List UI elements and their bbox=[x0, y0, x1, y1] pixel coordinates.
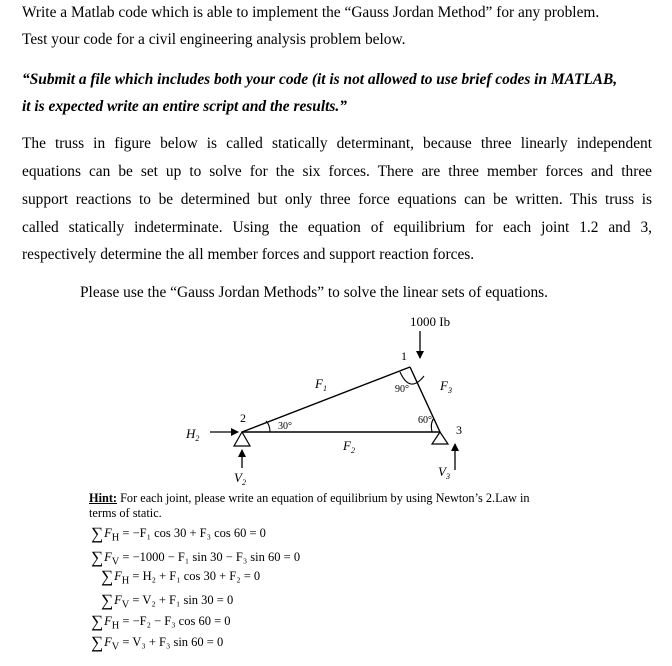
node-1-label: 1 bbox=[401, 349, 407, 363]
hint-line-2: terms of static. bbox=[89, 506, 162, 520]
f2-label: $F_2$ bbox=[343, 438, 355, 455]
v3-label: $V_3$ bbox=[438, 464, 450, 481]
node-3-label: 3 bbox=[456, 423, 462, 437]
problem-line-2: equations can be set up to solve for the six forces. There are three member forces and three bbox=[22, 163, 652, 180]
intro-line-1: Write a Matlab code which is able to implement the “Gauss Jordan Method” for any problem. bbox=[22, 4, 600, 21]
angle-90-label: 90° bbox=[395, 384, 409, 395]
equation-3: $\sum F_H = H_2 + F_1$ cos 30 + F₂ = 0 bbox=[101, 567, 261, 587]
equation-5: $\sum F_H = -F_2 - F_3$ cos 60 = 0 bbox=[91, 612, 231, 632]
equation-1: $\sum F_H = -F_1$ cos 30 + F₃ cos 60 = 0 bbox=[91, 524, 266, 544]
equation-6: $\sum F_V = V_3 + F_3$ sin 60 = 0 bbox=[91, 633, 224, 653]
problem-line-4: called statically indeterminate. Using the equation of equilibrium for each joint 1.2 and 3, bbox=[22, 219, 652, 236]
hint-label: Hint: bbox=[89, 491, 118, 505]
h2-label: $H_2$ bbox=[186, 426, 200, 443]
intro-line-2: Test your code for a civil engineering analysis problem below. bbox=[22, 31, 406, 48]
problem-line-5: respectively determine the all member forces and support reaction forces. bbox=[22, 246, 475, 263]
problem-line-1: The truss in figure below is called statically determinant, because three linearly independent bbox=[22, 135, 652, 152]
angle-60-label: 60° bbox=[418, 415, 432, 426]
f3-label: $F_3$ bbox=[440, 378, 452, 395]
hint-text-1: For each joint, please write an equation of equilibrium by using Newton’s 2.Law in bbox=[117, 491, 530, 505]
f1-label: $F_1$ bbox=[315, 376, 327, 393]
roller-support-node-3 bbox=[432, 432, 448, 444]
v2-label: $V_2$ bbox=[234, 470, 246, 487]
equation-4: $\sum F_V = V_2 + F_1$ sin 30 = 0 bbox=[101, 591, 234, 611]
pin-support-node-2 bbox=[234, 432, 250, 446]
equation-2: $\sum F_V = -1000 - F_1$ sin 30 − F₃ sin 60 = 0 bbox=[91, 548, 301, 568]
instruction: Please use the “Gauss Jordan Methods” to solve the linear sets of equations. bbox=[80, 284, 549, 301]
load-label: 1000 Ib bbox=[410, 314, 451, 329]
problem-line-3: support reactions to be determined but only three force equations can be written. This truss is bbox=[22, 191, 652, 208]
angle-30-label: 30° bbox=[278, 421, 292, 432]
note-line-2: it is expected write an entire script and the results.” bbox=[22, 98, 347, 115]
right-angle-arc bbox=[400, 372, 424, 384]
node-2-label: 2 bbox=[240, 411, 246, 425]
truss-figure bbox=[0, 310, 672, 510]
hint-line-1 bbox=[89, 491, 530, 506]
note-line-1: “Submit a file which includes both your code (it is not allowed to use brief codes in MATLAB, bbox=[22, 71, 618, 88]
